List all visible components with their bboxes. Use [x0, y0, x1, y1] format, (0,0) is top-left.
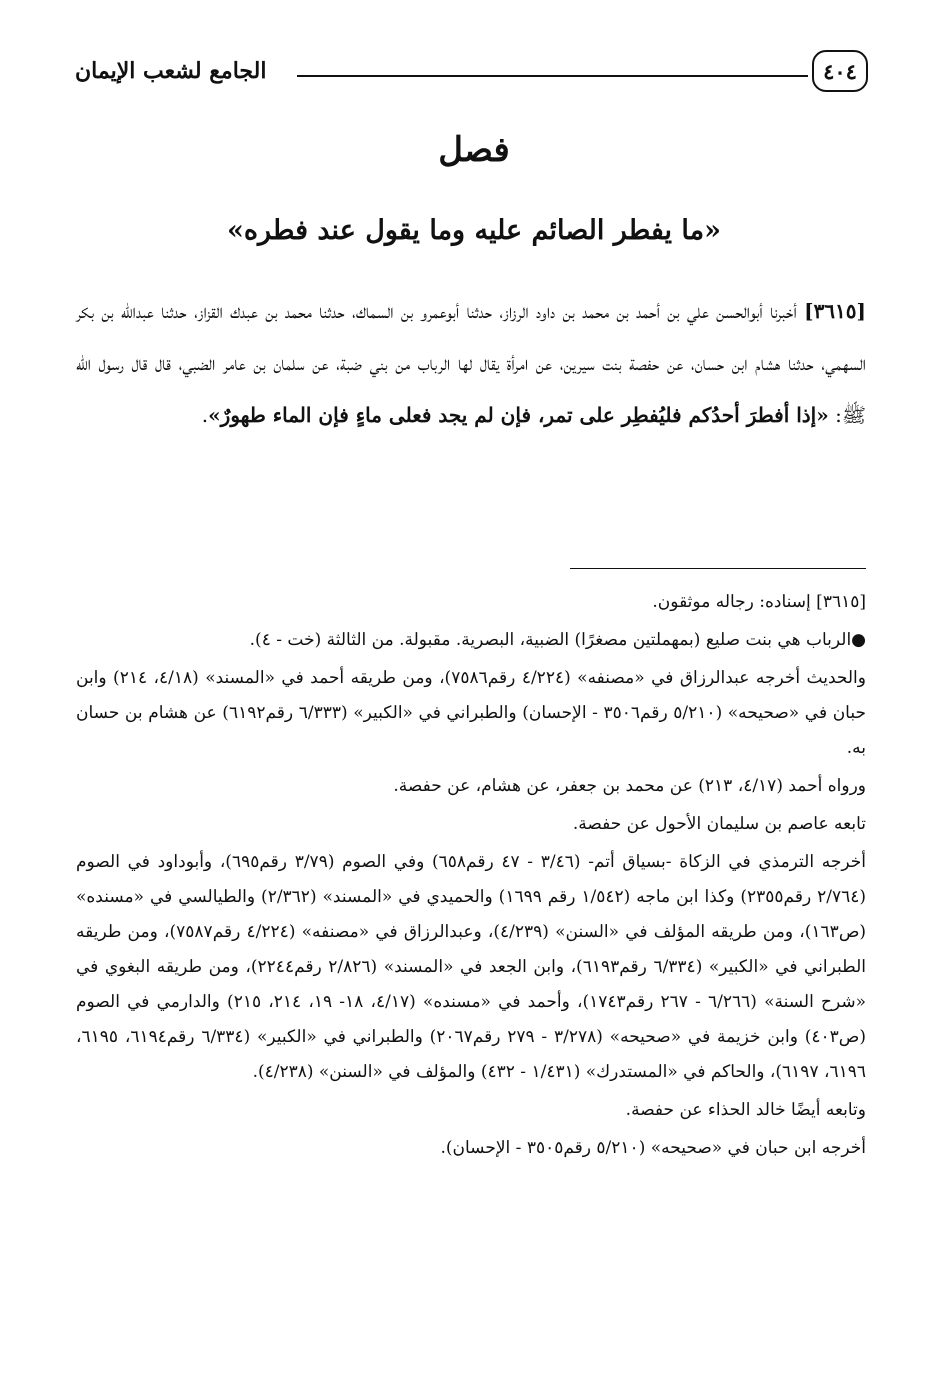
hadith-number: [٣٦١٥]	[804, 299, 866, 323]
page-header	[75, 48, 868, 98]
footnote-line: ورواه أحمد (٤/١٧، ٢١٣) عن محمد بن جعفر، عن هشام، عن حفصة.	[393, 776, 866, 796]
footnote-line: أخرجه الترمذي في الزكاة -بسياق أتم- (٣/٤٦ - ٤٧ رقم٦٥٨) وفي الصوم (٣/٧٩ رقم٦٩٥)، وأبوداود في الصوم (٢/٧٦٤ رقم٢٣٥٥) وكذا ابن ماجه (١/٥٤٢ رقم ١٦٩٩) والحميدي في «المسند» (٢/٣٦٢) والطيالسي في «مسنده» (ص١٦٣)، ومن طريقه المؤلف في «السنن» (٤/٢٣٩)، وعبدالرزاق في «مصنفه» (٤/٢٢٤ رقم٧٥٨٧)، ومن طريقه الطبراني في «الكبير» (٦/٣٣٤ رقم٦١٩٣)، وابن الجعد في «المسند» (٢/٨٢٦ رقم٢٢٤٤)، ومن طريقه البغوي في «شرح السنة» (٦/٢٦٦ - ٢٦٧ رقم١٧٤٣)، وأحمد في «مسنده» (٤/١٧، ١٨- ١٩، ٢١٤، ٢١٥) والدارمي في الصوم (ص٤٠٣) وابن خزيمة في «صحيحه» (٣/٢٧٨ - ٢٧٩ رقم٢٠٦٧) والطبراني في «الكبير» (٦/٣٣٤ رقم٦١٩٤، ٦١٩٥، ٦١٩٦، ٦١٩٧)، والحاكم في «المستدرك» (١/٤٣١ - ٤٣٢) والمؤلف في «السنن» (٤/٢٣٨).	[76, 852, 867, 1082]
section-heading: فصل	[438, 130, 510, 170]
running-title: الجامع لشعب الإيمان	[75, 58, 267, 84]
footnote-line: ●الرباب هي بنت صليع (بمهملتين مصغرًا) الضبية، البصرية. مقبولة. من الثالثة (خت - ٤).	[249, 630, 866, 650]
footnote-line: وتابعه أيضًا خالد الحذاء عن حفصة.	[625, 1100, 866, 1120]
footnote-line: أخرجه ابن حبان في «صحيحه» (٥/٢١٠ رقم٣٥٠٥ - الإحسان).	[440, 1138, 866, 1158]
footnote-line: تابعه عاصم بن سليمان الأحول عن حفصة.	[572, 814, 866, 834]
footnote-separator	[570, 568, 866, 569]
footnotes	[76, 585, 866, 1166]
hadith-end: .	[201, 403, 209, 427]
hadith-chain: أخبرنا أبوالحسن علي بن أحمد بن محمد بن داود الرزاز، حدثنا أبوعمرو بن السماك، حدثنا محمد بن عبدك القزاز، حدثنا عبدالله بن بكر السهمي، حدثنا هشام ابن حسان، عن حفصة بنت سيرين، عن امرأة يقال لها الرباب من بني ضبة، عن سلمان بن عامر الضبي، قال قال رسول الله ﷺ:	[76, 299, 866, 427]
page-number: ٤٠٤	[812, 50, 868, 92]
footnote-line: والحديث أخرجه عبدالرزاق في «مصنفه» (٤/٢٢٤ رقم٧٥٨٦)، ومن طريقه أحمد في «المسند» (٤/١٨، ٢١٤) وابن حبان في «صحيحه» (٥/٢١٠ رقم٣٥٠٦ - الإحسان) والطبراني في «الكبير» (٦/٣٣٣ رقم٦١٩٢) عن هشام بن حسان به.	[76, 668, 866, 758]
footnote-line: [٣٦١٥] إسناده: رجاله موثقون.	[652, 592, 866, 612]
section-subtitle: «ما يفطر الصائم عليه وما يقول عند فطره»	[227, 215, 721, 246]
hadith-text	[76, 285, 866, 441]
hadith-quote: «إذا أفطرَ أحدُكم فليُفطِر على تمر، فإن لم يجد فعلى ماءٍ فإن الماء طهورٌ»	[208, 403, 829, 427]
header-rule	[297, 75, 808, 77]
